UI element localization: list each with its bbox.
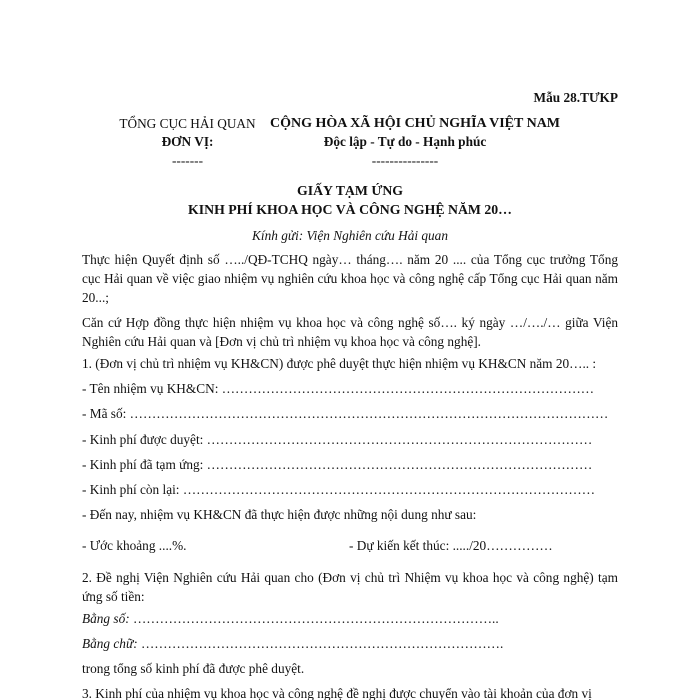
approved-budget-field: - Kinh phí được duyệt: …………………………………………………………………………… (82, 432, 593, 447)
of-total-text: trong tổng số kinh phí đã được phê duyệt. (82, 661, 305, 676)
expected-end-field: - Dự kiến kết thúc: ...../20…………… (349, 538, 553, 553)
form-code: Mẫu 28.TƯKP (533, 90, 618, 105)
addressee-text: Kính gửi: Viện Nghiên cứu Hải quan (252, 228, 448, 243)
amount-in-numbers-dots: ……………………………………………………………………….. (129, 611, 499, 626)
amount-in-words-label: Bằng chữ: (82, 636, 138, 651)
advanced-budget-field: - Kinh phí đã tạm ứng: …………………………………………………………………………… (82, 457, 593, 472)
addressee (0, 228, 700, 244)
code-field: - Mã số: ……………………………………………………………………………………………… (82, 406, 609, 421)
right-divider: --------------- (371, 153, 439, 168)
estimate-field: - Ước khoảng ....%. (82, 538, 187, 553)
item-3-text: 3. Kinh phí của nhiệm vụ khoa học và công nghệ đề nghị được chuyển vào tài khoản của đơn vị (82, 686, 592, 700)
unit-label: ĐƠN VỊ: (161, 134, 214, 149)
document-subtitle: KINH PHÍ KHOA HỌC VÀ CÔNG NGHỆ NĂM 20… (188, 202, 512, 217)
republic-name: CỘNG HÒA XÃ HỘI CHỦ NGHĨA VIỆT NAM (270, 116, 561, 131)
document-title: GIẤY TẠM ỨNG (296, 183, 404, 198)
decision-paragraph: Thực hiện Quyết định số …../QĐ-TCHQ ngày… tháng…. năm 20 .... của Tổng cục trưởng Tổng cục Hải quan về việc giao nhiệm vụ nghiên cứu khoa học và công nghệ cấp Tổng cục Hải quan năm 20...; (82, 252, 618, 305)
remaining-budget-field: - Kinh phí còn lại: ………………………………………………………………………………… (82, 482, 596, 497)
amount-in-words (82, 636, 618, 652)
left-divider: ------- (172, 153, 203, 168)
task-name-field: - Tên nhiệm vụ KH&CN: ………………………………………………………………………… (82, 381, 595, 396)
amount-in-words-dots: ………………………………………………………………………. (137, 636, 504, 651)
item-2-text: 2. Đề nghị Viện Nghiên cứu Hải quan cho (Đơn vị chủ trì Nhiệm vụ khoa học và công nghệ) tạm ứng số tiền: (82, 570, 618, 604)
contract-paragraph: Căn cứ Hợp đồng thực hiện nhiệm vụ khoa học và công nghệ số…. ký ngày …/…./… giữa Viện Nghiên cứu Hải quan và [Đơn vị chủ trì nhiệm vụ khoa học và công nghệ]. (82, 315, 618, 349)
amount-in-numbers-label: Bằng số: (82, 611, 130, 626)
progress-intro: - Đến nay, nhiệm vụ KH&CN đã thực hiện được những nội dung như sau: (82, 507, 477, 522)
item-1-text: 1. (Đơn vị chủ trì nhiệm vụ KH&CN) được phê duyệt thực hiện nhiệm vụ KH&CN năm 20….. : (82, 356, 597, 371)
agency-name: TỔNG CỤC HẢI QUAN (119, 116, 256, 131)
amount-in-numbers (82, 611, 618, 627)
national-motto: Độc lập - Tự do - Hạnh phúc (323, 134, 487, 149)
